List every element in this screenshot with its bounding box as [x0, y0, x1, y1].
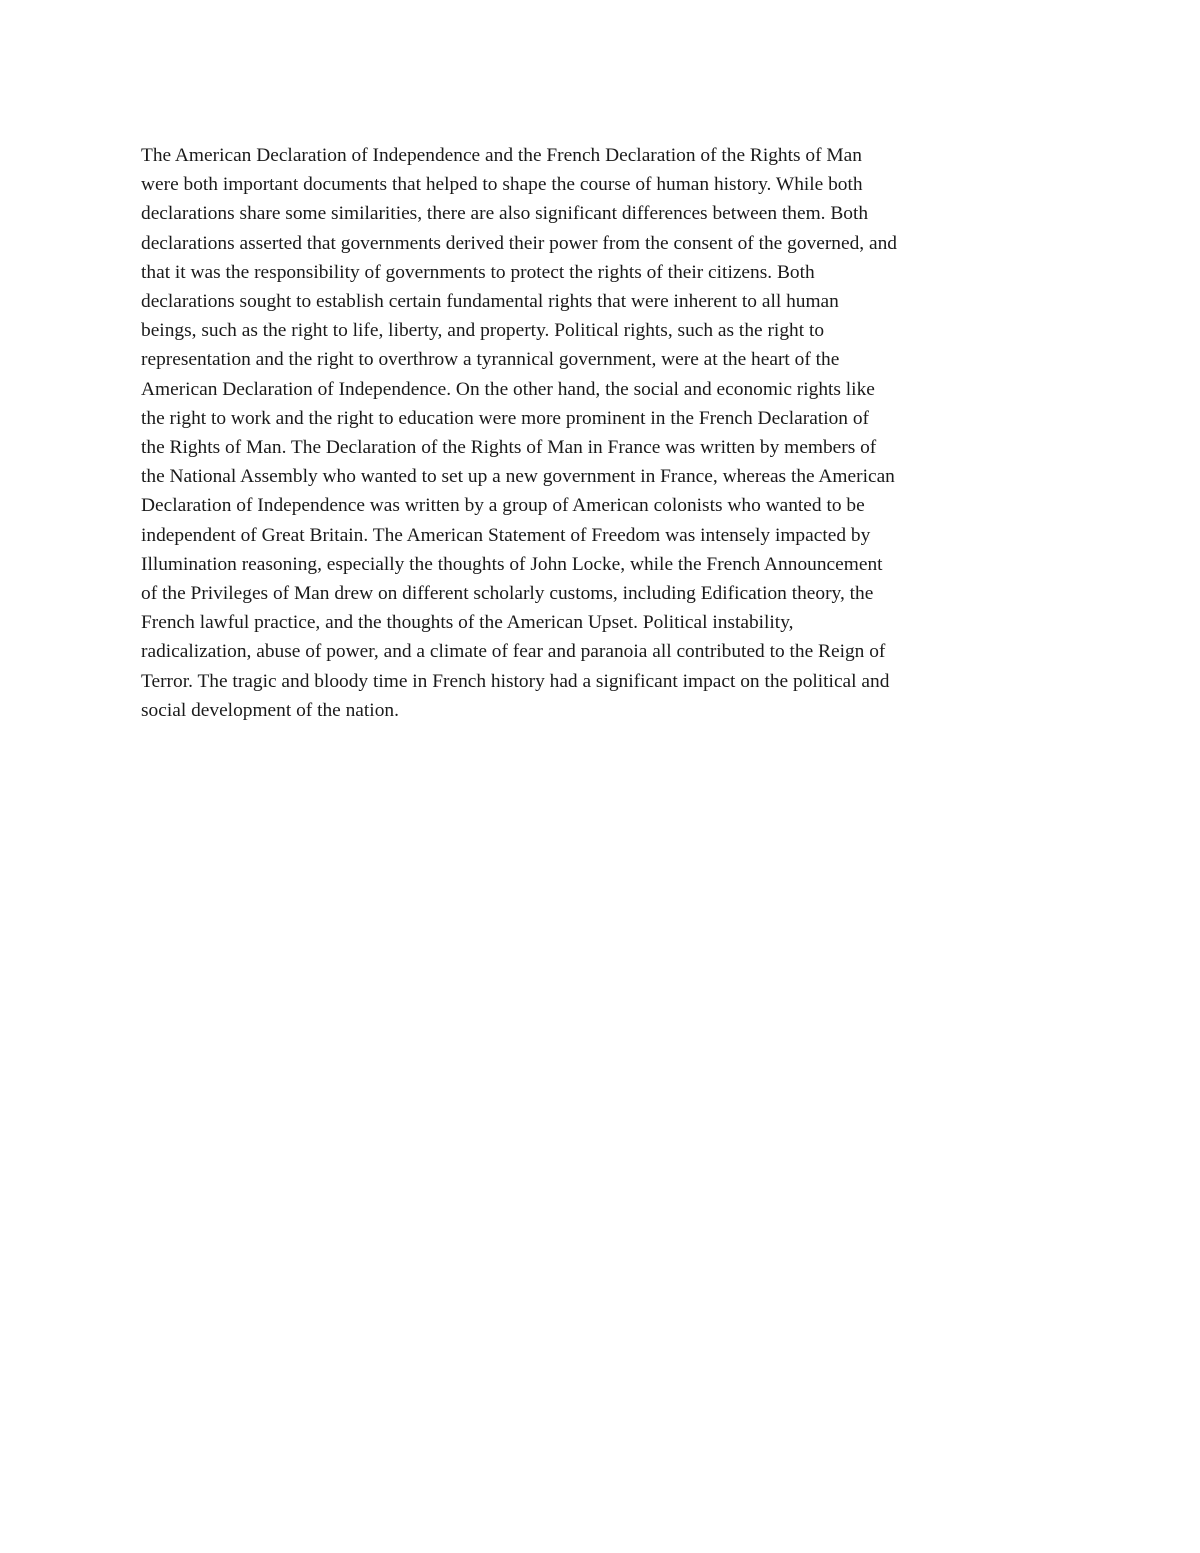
- paragraph-line: independent of Great Britain. The American Statement of Freedom was intensely impacted by: [141, 524, 871, 546]
- paragraph-line: of the Privileges of Man drew on different scholarly customs, including Edification theory, the: [141, 583, 874, 605]
- paragraph-line: that it was the responsibility of governments to protect the rights of their citizens. Both: [141, 261, 815, 283]
- paragraph-line: beings, such as the right to life, liberty, and property. Political rights, such as the right to: [141, 320, 825, 342]
- paragraph-line: declarations share some similarities, there are also significant differences between them. Both: [141, 203, 869, 225]
- paragraph-line: representation and the right to overthrow a tyrannical government, were at the heart of the: [141, 349, 840, 371]
- body-paragraph: [141, 141, 1081, 725]
- paragraph-line: the Rights of Man. The Declaration of the Rights of Man in France was written by members of: [141, 437, 877, 459]
- paragraph-line: social development of the nation.: [141, 699, 399, 721]
- paragraph-line: The American Declaration of Independence and the French Declaration of the Rights of Man: [141, 145, 862, 166]
- paragraph-line: American Declaration of Independence. On the other hand, the social and economic rights like: [141, 378, 875, 400]
- paragraph-line: radicalization, abuse of power, and a climate of fear and paranoia all contributed to the Reign of: [141, 641, 886, 663]
- paragraph-line: declarations sought to establish certain fundamental rights that were inherent to all human: [141, 291, 839, 313]
- paragraph-line: were both important documents that helped to shape the course of human history. While both: [141, 174, 863, 196]
- paragraph-line: the National Assembly who wanted to set up a new government in France, whereas the American: [141, 466, 895, 488]
- paragraph-line: the right to work and the right to education were more prominent in the French Declaration of: [141, 407, 870, 429]
- paragraph-line: Illumination reasoning, especially the thoughts of John Locke, while the French Announcement: [141, 553, 883, 575]
- paragraph-line: French lawful practice, and the thoughts of the American Upset. Political instability,: [141, 612, 794, 634]
- paragraph-line: Terror. The tragic and bloody time in French history had a significant impact on the political and: [141, 670, 890, 692]
- paragraph-line: declarations asserted that governments derived their power from the consent of the governed, and: [141, 232, 897, 254]
- paragraph-line: Declaration of Independence was written by a group of American colonists who wanted to be: [141, 495, 865, 517]
